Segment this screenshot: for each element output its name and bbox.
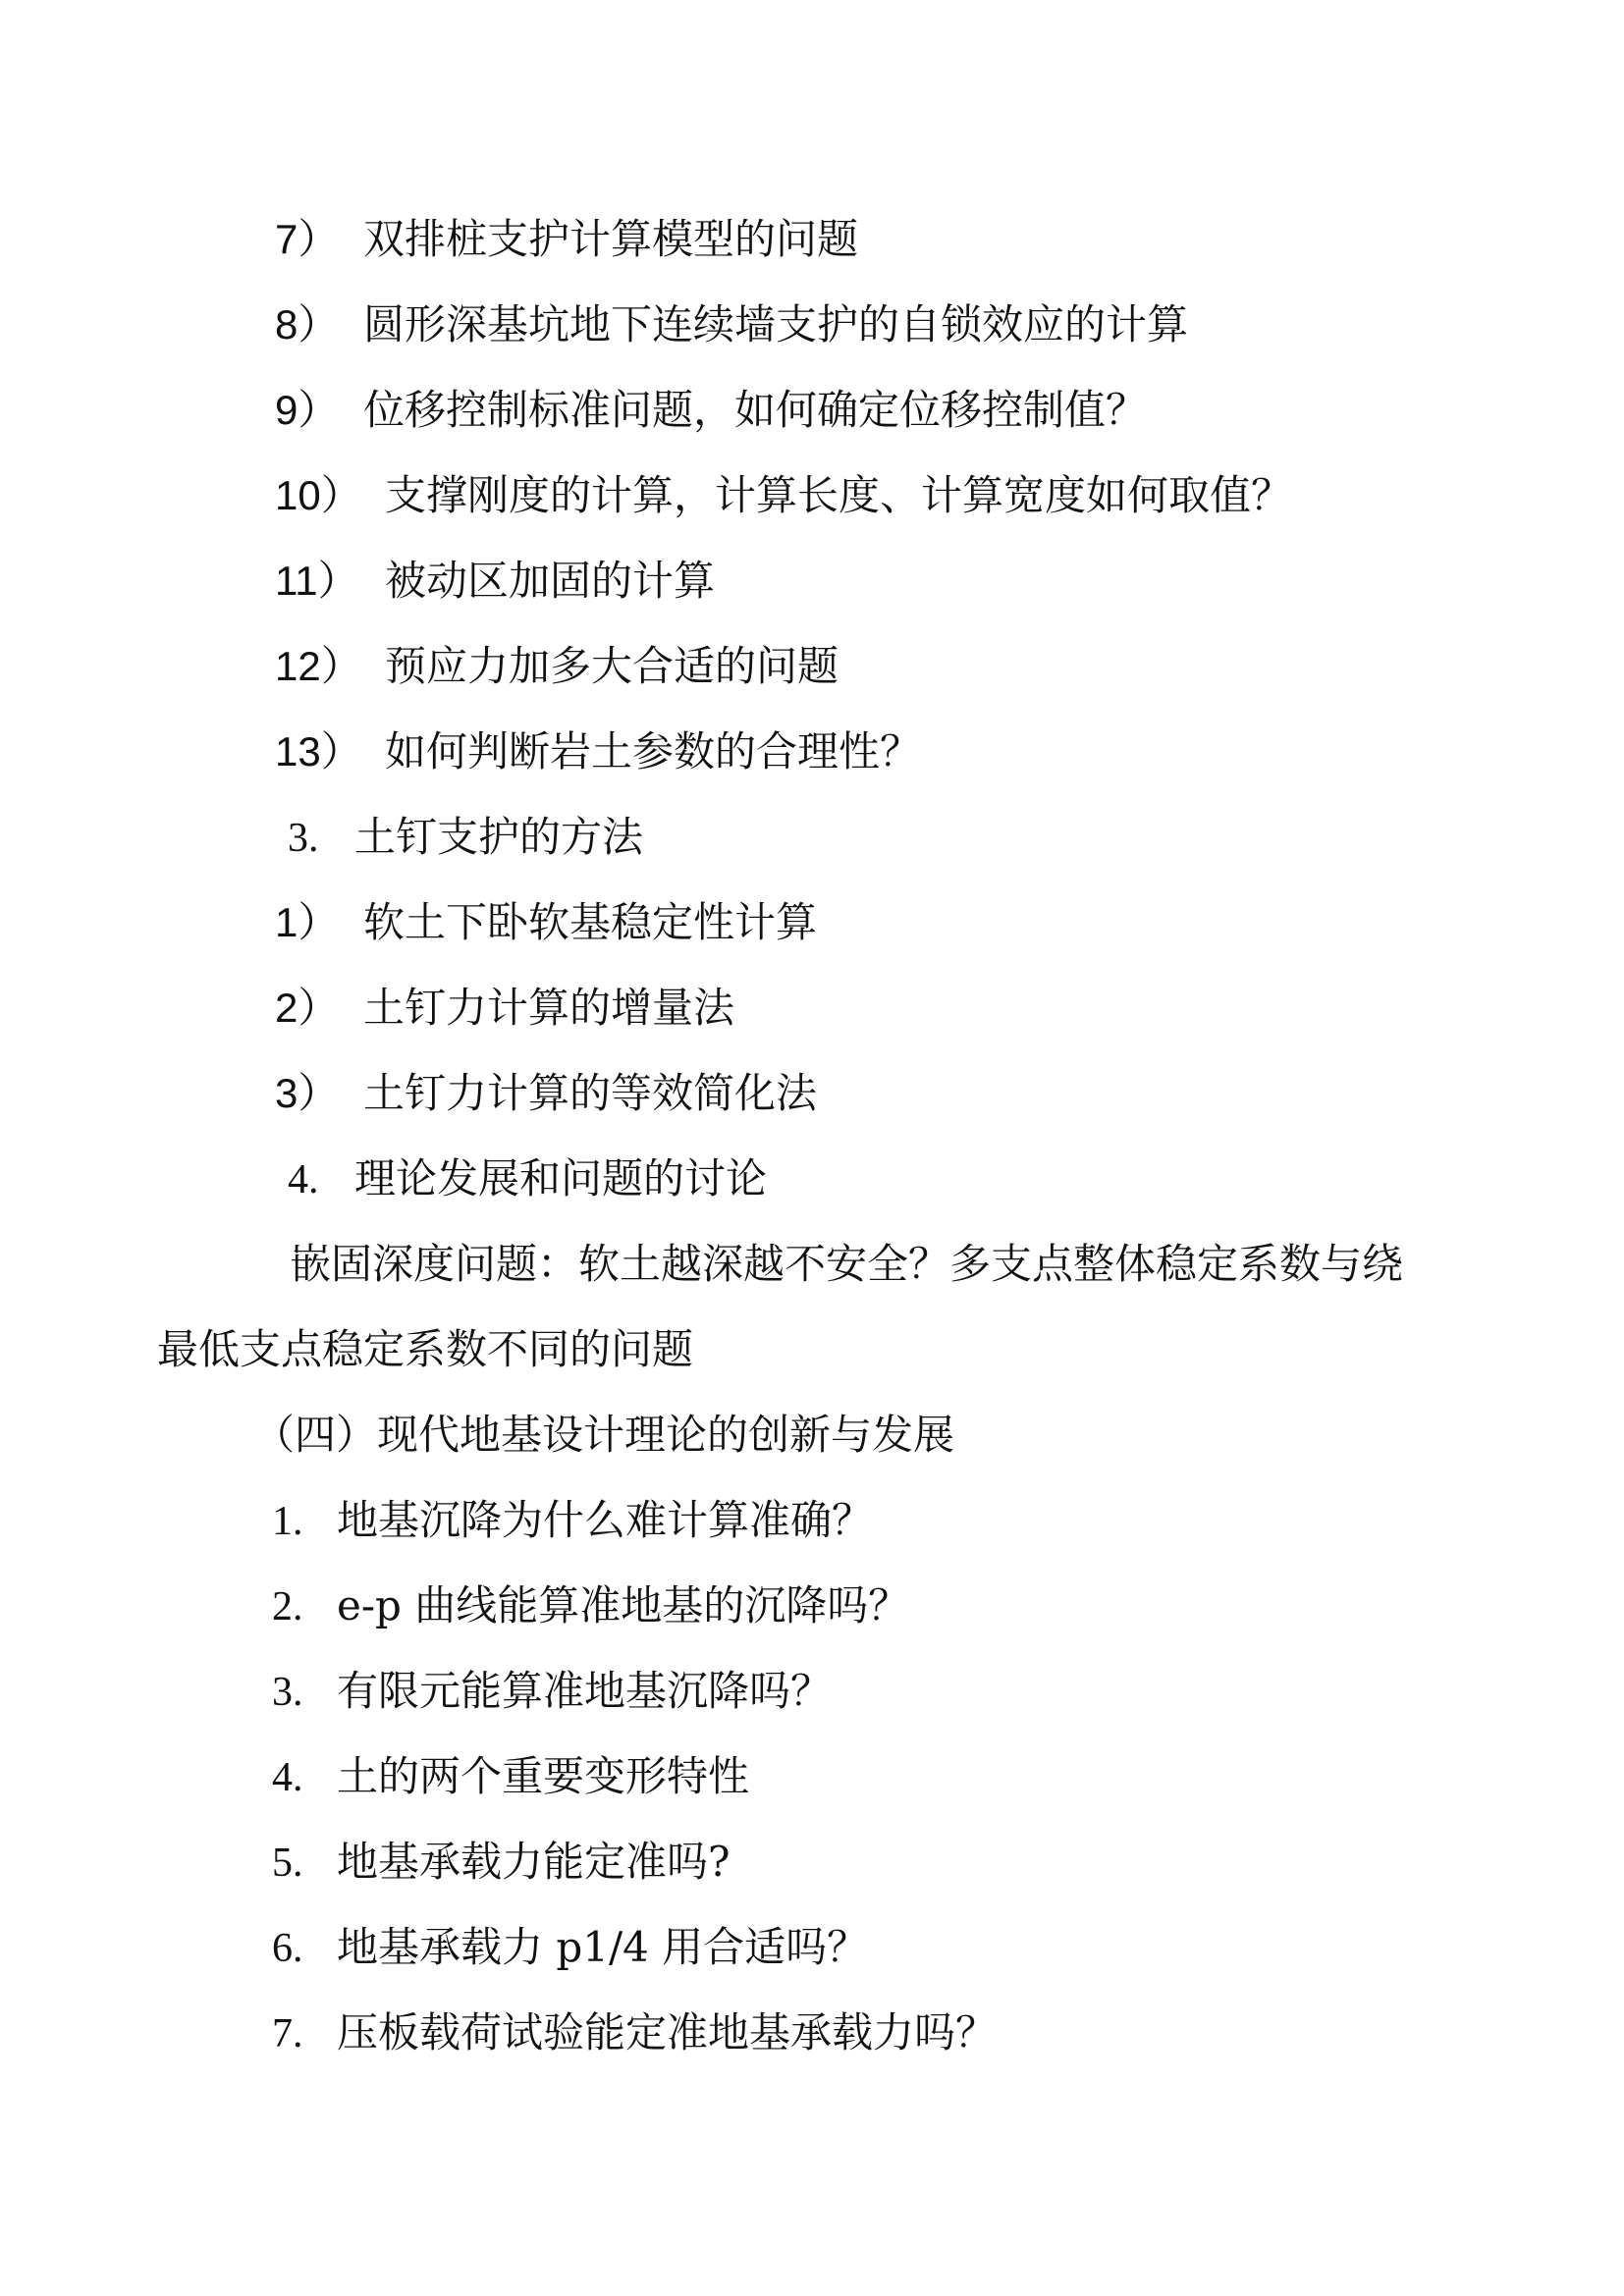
list-item [275,381,1147,440]
paragraph-text: 嵌固深度问题：软土越深越不安全？多支点整体稳定系数与绕 [290,1240,1404,1288]
list-item-number: 12） [275,643,362,689]
list-item [275,637,839,696]
question-number: 6. [272,1926,303,1971]
list-item-text: 支撑刚度的计算，计算长度、计算宽度如何取值？ [385,471,1293,519]
question-text: 土的两个重要变形特性 [337,1752,750,1800]
list-item [275,466,1292,525]
question-text: 地基沉降为什么难计算准确？ [337,1496,874,1544]
question-number: 1. [272,1499,303,1544]
question-text: 压板载荷试验能定准地基承载力吗？ [337,2008,998,2056]
section-title: 理论发展和问题的讨论 [354,1154,768,1202]
question-text: 地基承载力 p1/4 用合适吗？ [337,1923,869,1971]
list-item [275,722,921,781]
section-number: 4. [288,1157,319,1202]
list-item [275,552,715,611]
question-number: 7. [272,2011,303,2056]
question-text: e-p 曲线能算准地基的沉降吗？ [337,1581,910,1629]
list-item-text: 圆形深基坑地下连续墙支护的自锁效应的计算 [363,300,1189,348]
list-item-number: 2） [275,985,340,1031]
list-item [275,210,858,269]
list-item-number: 7） [275,216,340,262]
list-item-number: 8） [275,301,340,347]
list-item [275,979,734,1038]
list-item-number: 10） [275,472,362,518]
list-item-text: 位移控制标准问题，如何确定位移控制值？ [363,386,1148,434]
list-item-number: 1） [275,899,340,945]
list-item-number: 11） [275,558,359,604]
list-item-text: 土钉力计算的等效简化法 [363,1069,818,1117]
list-item-text: 预应力加多大合适的问题 [385,642,839,690]
list-item [275,295,1188,354]
section-number: 3. [288,816,319,861]
list-item-number: 3） [275,1070,340,1116]
question-item [272,1747,749,1806]
question-item [272,2003,997,2062]
question-item [272,1833,731,1892]
part-heading-text: （四）现代地基设计理论的创新与发展 [253,1411,955,1459]
list-item-text: 双排桩支护计算模型的问题 [363,215,859,263]
question-text: 有限元能算准地基沉降吗？ [337,1667,833,1715]
list-item-text: 土钉力计算的增量法 [363,984,735,1032]
question-number: 2. [272,1584,303,1629]
paragraph-line [290,1235,1403,1294]
list-item [275,1064,817,1123]
question-item [272,1918,868,1977]
question-number: 4. [272,1755,303,1800]
list-item-text: 被动区加固的计算 [385,557,716,605]
section-heading [288,1149,767,1208]
list-item-number: 9） [275,387,340,433]
question-number: 5. [272,1841,303,1886]
section-title: 土钉支护的方法 [354,813,644,861]
list-item-number: 13） [275,728,362,774]
question-item [272,1491,873,1550]
question-item [272,1576,909,1635]
part-heading [253,1406,954,1465]
list-item-text: 软土下卧软基稳定性计算 [363,898,818,946]
question-item [272,1662,832,1721]
question-number: 3. [272,1670,303,1715]
section-heading [288,808,643,867]
list-item [275,893,817,952]
list-item-text: 如何判断岩土参数的合理性？ [385,727,922,775]
paragraph-line [157,1320,693,1379]
paragraph-text: 最低支点稳定系数不同的问题 [157,1325,694,1373]
question-text: 地基承载力能定准吗? [337,1838,731,1886]
